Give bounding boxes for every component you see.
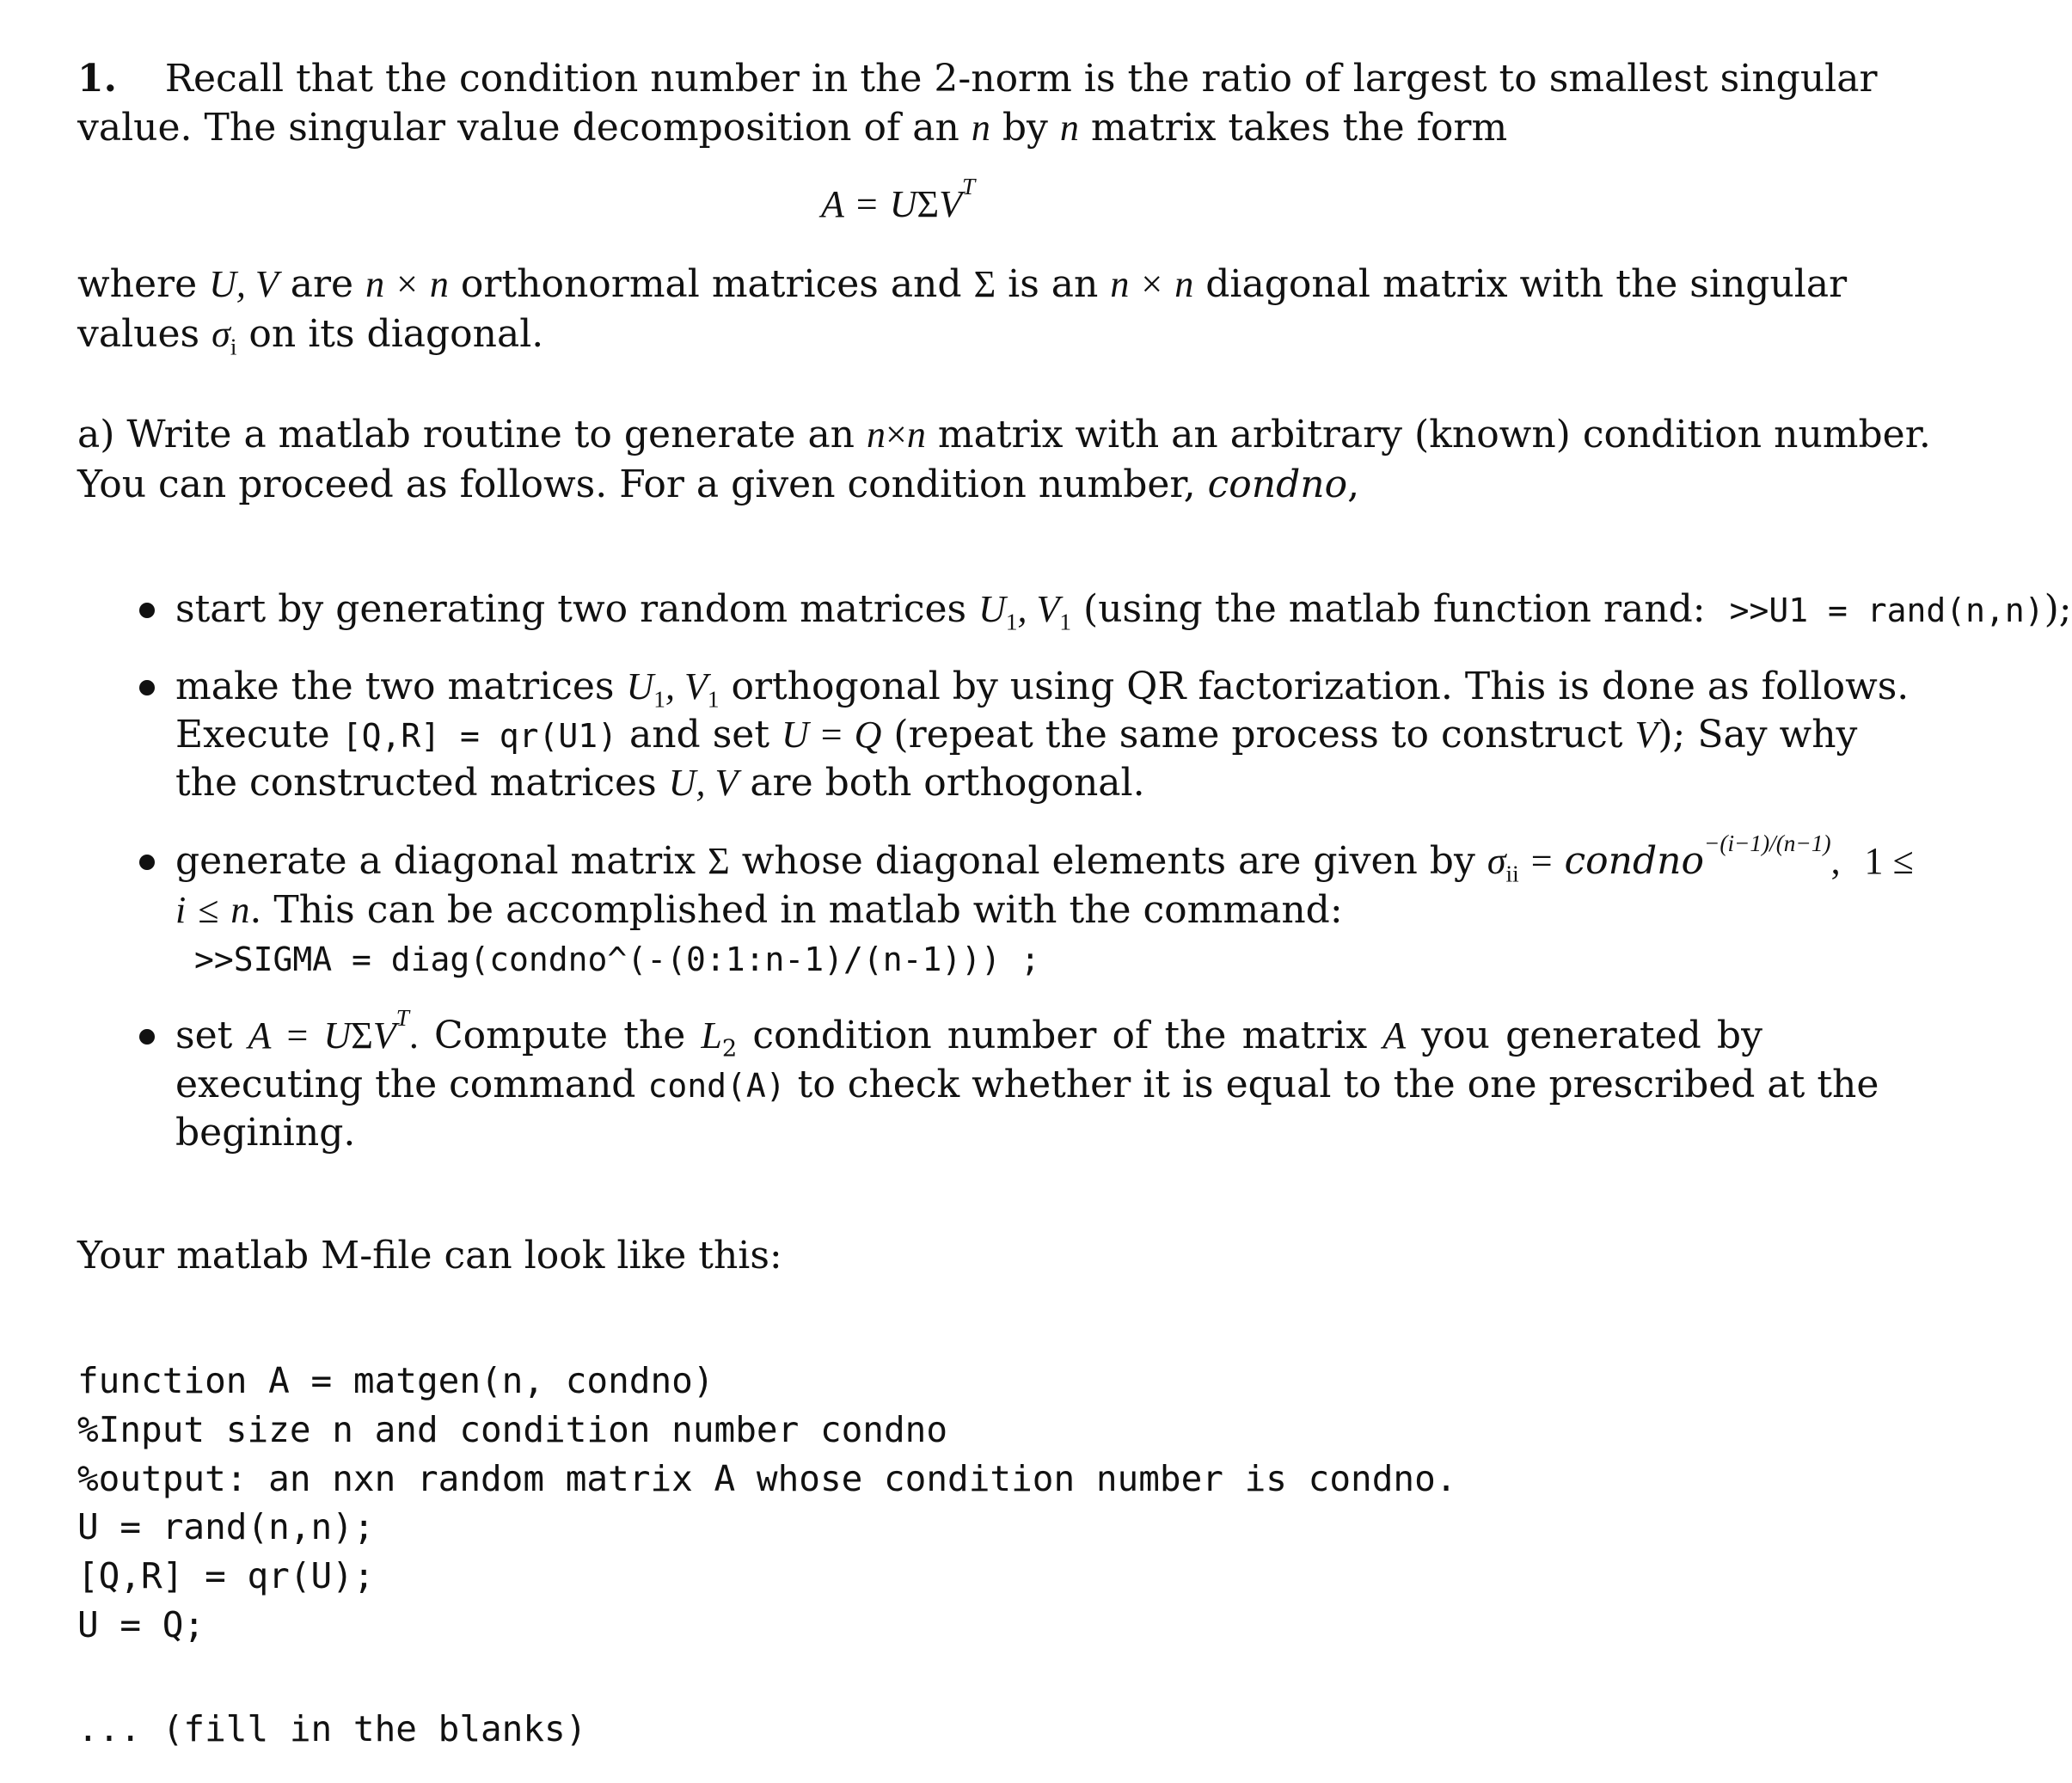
bullet-dot xyxy=(139,1029,155,1045)
code-line-1: function A = matgen(n, condno) xyxy=(77,1360,714,1401)
code-rand: >>U1 = rand(n,n) xyxy=(1729,591,2044,629)
code-sigma: >>SIGMA = diag(condno^(-(0:1:n-1)/(n-1))) ; xyxy=(194,941,1040,978)
bullet-2-line-1: make the two matrices $U_1$, $V_1$ orthogonal by using QR factorization. This is done as follows. xyxy=(175,665,1910,713)
bullet-3-line-3 xyxy=(194,934,1040,983)
code-line-4: U = rand(n,n); xyxy=(77,1506,375,1547)
intro-line-2: value. The singular value decomposition of an n by n matrix takes the form xyxy=(77,106,1508,150)
where-line-1: where U, V are n × n orthonormal matrices and Σ is an n × n diagonal matrix with the singular xyxy=(77,262,1848,306)
bullet-4-line-3: begining. xyxy=(175,1111,356,1155)
bullet-3-line-1: generate a diagonal matrix Σ whose diagonal elements are given by $\sigma_{ii}$ = condno$^{-(i-1)/(n-1)}$, 1 ≤ xyxy=(175,830,1914,887)
where-line-2: values $\sigma_i$ on its diagonal. xyxy=(77,312,544,360)
code-cond: cond(A) xyxy=(647,1067,786,1105)
intro-line-1: 1. Recall that the condition number in the 2-norm is the ratio of largest to smallest singular xyxy=(77,57,1878,101)
bullet-dot xyxy=(139,603,155,618)
code-line-2: %Input size n and condition number condno xyxy=(77,1409,948,1450)
svd-equation: $A = U\Sigma V^T$ xyxy=(821,174,976,225)
code-qr: [Q,R] = qr(U1) xyxy=(341,717,617,755)
bullet-dot xyxy=(139,855,155,870)
mfile-intro: Your matlab M-file can look like this: xyxy=(77,1234,782,1278)
code-line-7: ... (fill in the blanks) xyxy=(77,1708,587,1749)
bullet-4-line-2: executing the command cond(A) to check whether it is equal to the one prescribed at the xyxy=(175,1063,1879,1106)
code-line-5: [Q,R] = qr(U); xyxy=(77,1555,375,1596)
bullet-2-line-2: Execute [Q,R] = qr(U1) and set U = Q (repeat the same process to construct V); Say why xyxy=(175,713,1858,757)
part-a-line-2: You can proceed as follows. For a given condition number, condno, xyxy=(77,463,1360,506)
bullet-4-line-1: set $A = U\Sigma V^T$. Compute the $L_2$ condition number of the matrix A you generated by xyxy=(175,1005,1762,1063)
part-a-line-1: a) Write a matlab routine to generate an n×n matrix with an arbitrary (known) condition number. xyxy=(77,413,1931,456)
bullet-dot xyxy=(139,680,155,695)
code-line-6: U = Q; xyxy=(77,1604,205,1645)
problem-number: 1. xyxy=(77,57,117,101)
bullet-3-line-2: i ≤ n. This can be accomplished in matlab with the command: xyxy=(175,888,1343,932)
code-line-3: %output: an nxn random matrix A whose condition number is condno. xyxy=(77,1458,1457,1499)
bullet-2-line-3: the constructed matrices U, V are both orthogonal. xyxy=(175,761,1145,805)
bullet-1-line: start by generating two random matrices $U_1$, $V_1$ (using the matlab function rand: >>U1 = rand(n,n)); xyxy=(175,587,2072,635)
